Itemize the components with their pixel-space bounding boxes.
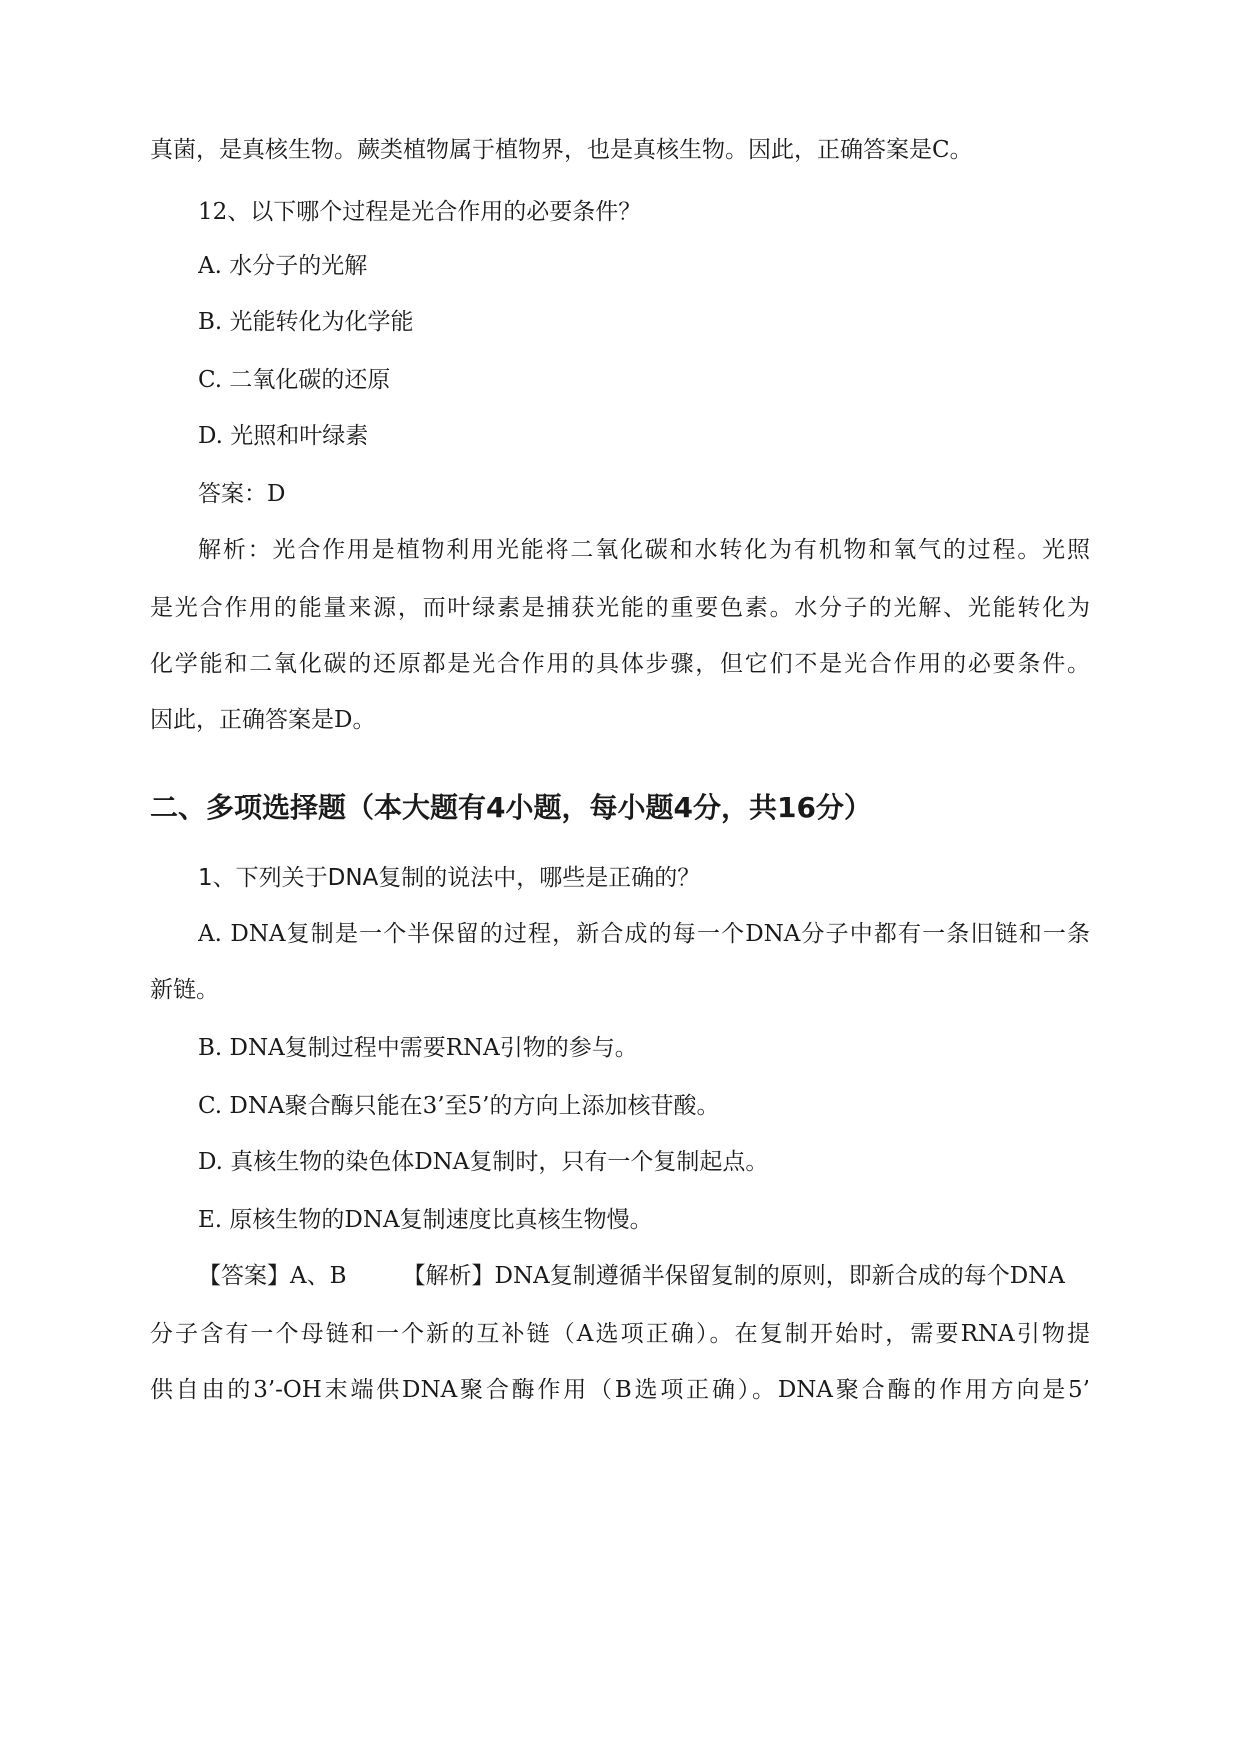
paragraph-line: 真菌，是真核生物。蕨类植物属于植物界，也是真核生物。因此，正确答案是C。 [150,137,973,163]
multi-question-1-option-d: D. 真核生物的染色体DNA复制时，只有一个复制起点。 [198,1149,769,1175]
multi-question-1-answer-line [198,1260,1090,1292]
multi-question-1-explanation-line: 分子含有一个母链和一个新的互补链（A选项正确）。在复制开始时，需要RNA引物提 [150,1321,1090,1347]
multi-question-1-option-a-cont: 新链。 [150,977,219,1003]
multi-question-1-stem: 1、下列关于DNA复制的说法中，哪些是正确的？ [198,865,701,891]
multi-question-1-explanation-start: 【解析】DNA复制遵循半保留复制的原则，即新合成的每个DNA [402,1263,1065,1289]
multi-question-1-option-a: A. DNA复制是一个半保留的过程，新合成的每一个DNA分子中都有一条旧链和一条 [198,921,1090,947]
question-12-option-c: C. 二氧化碳的还原 [198,367,391,393]
multi-question-1-option-c: C. DNA聚合酶只能在3’至5’的方向上添加核苷酸。 [198,1093,720,1119]
question-12-option-a: A. 水分子的光解 [198,253,368,279]
multi-question-1-answer: 【答案】A、B [198,1263,347,1289]
multi-question-1-explanation-line: 供自由的3’-OH末端供DNA聚合酶作用（B选项正确）。DNA聚合酶的作用方向是5’ [150,1377,1090,1403]
question-12-explanation-line: 是光合作用的能量来源，而叶绿素是捕获光能的重要色素。水分子的光解、光能转化为 [150,595,1090,621]
multi-question-1-option-e: E. 原核生物的DNA复制速度比真核生物慢。 [198,1207,653,1233]
section-heading: 二、多项选择题（本大题有4小题，每小题4分，共16分） [150,791,872,824]
question-12-explanation-line: 因此，正确答案是D。 [150,707,376,733]
question-12-explanation-line: 解析：光合作用是植物利用光能将二氧化碳和水转化为有机物和氧气的过程。光照 [198,537,1090,563]
question-12-option-d: D. 光照和叶绿素 [198,423,369,449]
question-12-explanation-line: 化学能和二氧化碳的还原都是光合作用的具体步骤，但它们不是光合作用的必要条件。 [150,651,1090,677]
question-12-option-b: B. 光能转化为化学能 [198,309,414,335]
question-12-answer: 答案：D [198,481,286,507]
question-12-stem: 12、以下哪个过程是光合作用的必要条件？ [198,199,642,225]
multi-question-1-option-b: B. DNA复制过程中需要RNA引物的参与。 [198,1035,638,1061]
